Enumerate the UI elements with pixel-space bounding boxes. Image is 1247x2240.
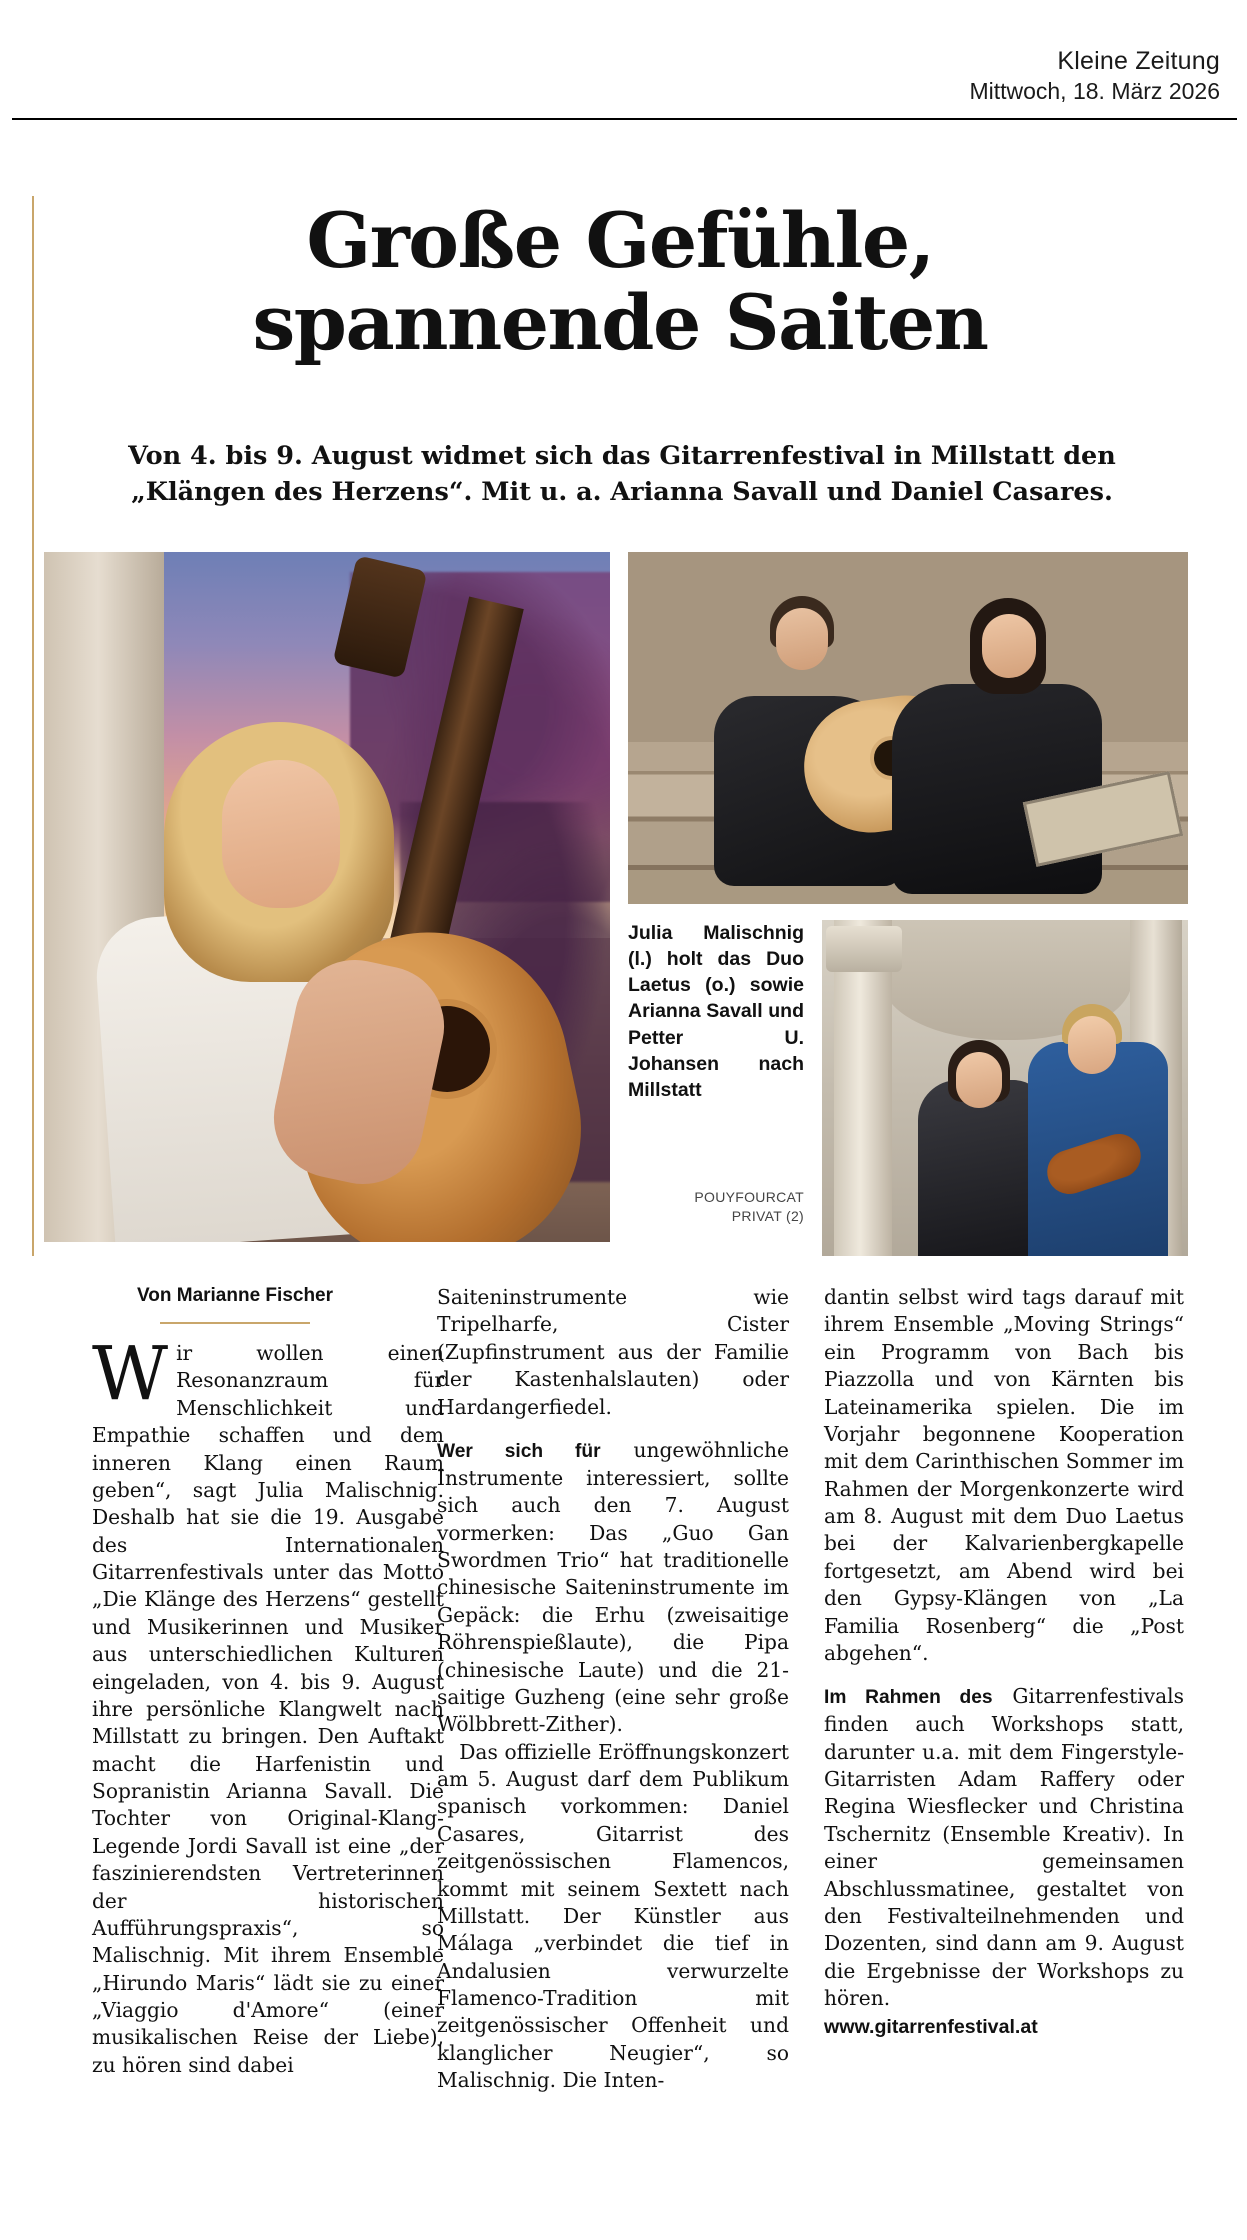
drop-cap: W (92, 1331, 169, 1417)
paragraph-text: ir wollen einen Resonanzraum für Menschlichkeit und Empathie schaffen und dem inneren Klang einen Raum geben“, sagt Julia Malischnig. Deshalb hat sie die 19. Ausgabe des Internationalen Gitarrenfestivals unter das Motto „Die Klänge des Herzens“ gestellt und Musikerinnen und Musiker aus unterschiedlichen Kulturen eingeladen, von 4. bis 9. August ihre persönliche Klangwelt nach Millstatt zu bringen. Den Auftakt macht die Harfenistin und Sopranistin Arianna Savall. Die Tochter von Original-Klang-Legende Jordi Savall ist eine „der faszinierendsten Vertreterinnen der historischen Aufführungspraxis“, so Malischnig. Mit ihrem Ensemble „Hirundo Maris“ lädt sie zu einer „Viaggio d'Amore“ (einer musikalischen Reise der Liebe), zu hören sind dabei (92, 1341, 444, 2077)
paragraph (437, 1739, 789, 2095)
article-subhead: Von 4. bis 9. August widmet sich das Gitarrenfestival in Millstatt den „Klängen des Herzens“. Mit u. a. Arianna Savall und Daniel Casares. (128, 441, 1116, 508)
photo-credit-line-1: POUYFOURCAT (694, 1189, 804, 1205)
paragraph-text: ungewöhnliche Instrumente interessiert, sollte sich auch den 7. August vormerken: Das „Guo Gan Swordmen Trio“ hat traditionelle chinesische Saiteninstrumente im Gepäck: die Erhu (zweisaitige Röhrenspießlaute), die Pipa (chinesische Laute) und die 21-saitige Guzheng (eine sehr große Wölbbrett-Zither). (437, 1437, 789, 1737)
article-accent-rule (32, 196, 34, 1256)
byline: Von Marianne Fischer (136, 1285, 334, 1306)
paragraph (437, 1284, 789, 1421)
page-title (170, 196, 1070, 368)
paragraph-text: dantin selbst wird tags darauf mit ihrem Ensemble „Moving Strings“ ein Programm von Bach bis Piazzolla und von Kärnten bis Lateinamerika spielen. Die im Vorjahr begonnene Kooperation mit dem Carinthischen Sommer im Rahmen der Morgenkonzerte wird am 8. August mit dem Duo Laetus bei der Kalvarienbergkapelle fortgesetzt, am Abend wird bei den Gypsy-Klängen von „La Familia Rosenberg“ die „Post abgehen“. (824, 1285, 1184, 1665)
photo-credit (628, 1188, 804, 1226)
photo-savall-johansen (822, 920, 1188, 1256)
photo-arianna-savall-portrait (44, 552, 610, 1242)
masthead (0, 0, 1247, 106)
body-column-3 (824, 1284, 1184, 2041)
paragraph-text: Saiteninstrumente wie Tripelharfe, Cister (Zupfinstrument aus der Familie der Kastenhalslauten) oder Hardangerfiedel. (437, 1285, 789, 1419)
festival-website-link[interactable]: www.gitarrenfestival.at (824, 2016, 1038, 2039)
photo-credit-line-2: PRIVAT (2) (731, 1207, 804, 1224)
paragraph (92, 1331, 444, 2079)
paper-name: Kleine Zeitung (1057, 47, 1220, 75)
photo-duo-laetus (628, 552, 1188, 904)
body-column-2 (437, 1284, 789, 2095)
paragraph-lead-in: Im Rahmen des (824, 1687, 993, 1709)
masthead-divider (12, 118, 1237, 120)
body-column-1 (92, 1331, 444, 2079)
paragraph (824, 1284, 1184, 1667)
paragraph-lead-in: Wer sich für (437, 1440, 601, 1462)
paragraph-text: Das offizielle Eröffnungskonzert am 5. August darf dem Publikum spanisch vorkommen: Daniel Casares, Gitarrist des zeitgenössischen Flamencos, kommt mit seinem Sextett nach Millstatt. Der Künstler aus Málaga „verbindet die tief in Andalusien verwurzelte Flamenco-Tradition mit zeitgenössischer Offenheit und klanglicher Neugier“, so Malischnig. Die Inten- (437, 1739, 789, 2093)
headline-line-1: Große Gefühle, (306, 196, 934, 285)
paragraph-text: Gitarrenfestivals finden auch Workshops statt, darunter u.a. mit dem Fingerstyle-Gitarristen Adam Raffery oder Regina Wiesflecker und Christina Tschernitz (Ensemble Kreativ). In einer gemeinsamen Abschlussmatinee, gestaltet von den Festivalteilnehmenden und Dozenten, sind dann am 9. August die Ergebnisse der Workshops zu hören. (824, 1684, 1184, 2011)
paragraph (437, 1437, 789, 1739)
byline-divider (160, 1322, 310, 1324)
headline-line-2: spannende Saiten (252, 278, 988, 368)
paragraph (824, 1683, 1184, 2012)
photo-caption: Julia Malischnig (l.) holt das Duo Laetus (o.) sowie Arianna Savall und Petter U. Johansen nach Millstatt (628, 922, 804, 1101)
publication-date: Mittwoch, 18. März 2026 (969, 78, 1220, 105)
